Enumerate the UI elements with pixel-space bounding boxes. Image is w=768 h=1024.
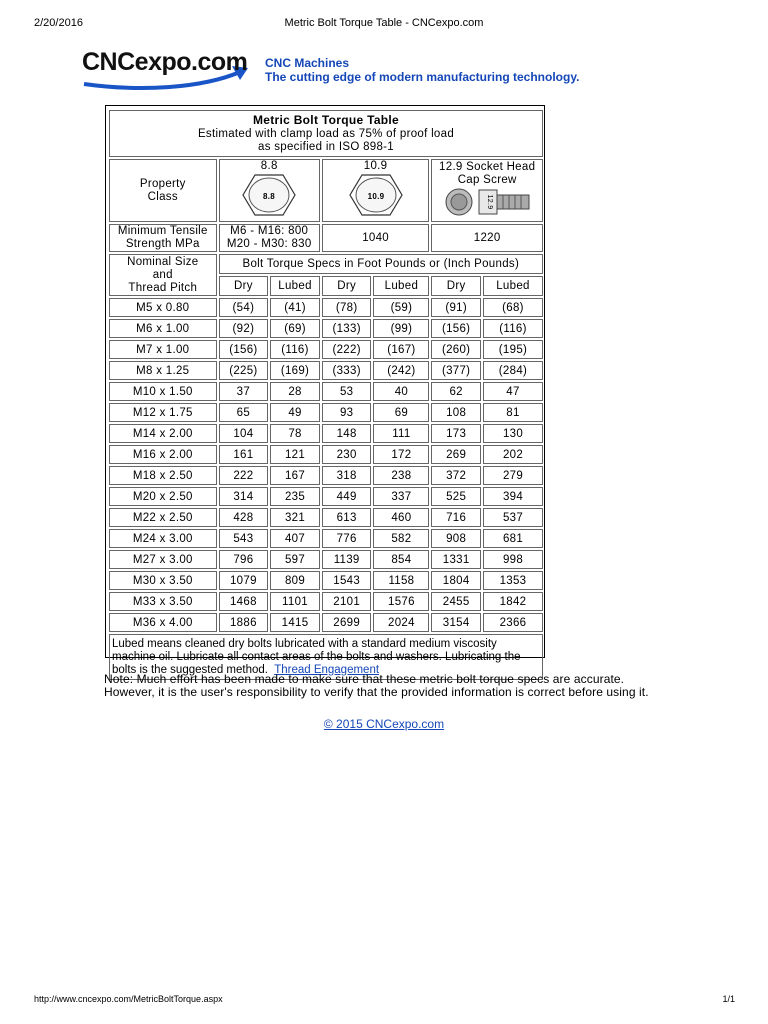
table-subtitle-1: Estimated with clamp load as 75% of proof load [197, 127, 455, 140]
torque-cell: 1576 [373, 592, 429, 611]
copyright-link[interactable]: © 2015 CNCexpo.com [323, 717, 445, 731]
column-header: Lubed [373, 276, 429, 296]
grade-8-8-label: 8.8 [260, 160, 278, 172]
torque-cell: (377) [431, 361, 481, 380]
torque-cell: 269 [431, 445, 481, 464]
thread-engagement-link[interactable]: Thread Engagement [274, 663, 380, 676]
table-row [109, 298, 543, 317]
torque-cell: (99) [373, 319, 429, 338]
print-title: Metric Bolt Torque Table - CNCexpo.com [284, 17, 484, 29]
size-cell: M8 x 1.25 [109, 361, 217, 380]
torque-cell: 161 [219, 445, 269, 464]
torque-cell: 2101 [322, 592, 372, 611]
min-tensile-10-9: 1040 [322, 224, 429, 252]
size-cell: M20 x 2.50 [109, 487, 217, 506]
torque-cell: 1353 [483, 571, 543, 590]
torque-cell: 93 [322, 403, 372, 422]
table-row [109, 340, 543, 359]
size-cell: M24 x 3.00 [109, 529, 217, 548]
torque-cell: 543 [219, 529, 269, 548]
size-cell: M16 x 2.00 [109, 445, 217, 464]
torque-cell: 1158 [373, 571, 429, 590]
table-row [109, 466, 543, 485]
torque-cell: (284) [483, 361, 543, 380]
print-url: http://www.cncexpo.com/MetricBoltTorque.aspx [34, 994, 223, 1004]
size-cell: M36 x 4.00 [109, 613, 217, 632]
torque-cell: 407 [270, 529, 320, 548]
min-tensile-8-8: M6 - M16: 800 M20 - M30: 830 [219, 224, 320, 252]
torque-cell: 172 [373, 445, 429, 464]
torque-cell: (195) [483, 340, 543, 359]
torque-cell: 1804 [431, 571, 481, 590]
column-header: Dry [431, 276, 481, 296]
torque-cell: 167 [270, 466, 320, 485]
torque-cell: 202 [483, 445, 543, 464]
table-row [109, 529, 543, 548]
size-cell: M5 x 0.80 [109, 298, 217, 317]
torque-cell: 37 [219, 382, 269, 401]
size-cell: M30 x 3.50 [109, 571, 217, 590]
torque-cell: 337 [373, 487, 429, 506]
torque-cell: 809 [270, 571, 320, 590]
torque-cell: 230 [322, 445, 372, 464]
socket-head-cap-screw-icon [441, 187, 533, 217]
table-row [109, 508, 543, 527]
table-row [109, 424, 543, 443]
size-cell: M12 x 1.75 [109, 403, 217, 422]
torque-cell: 65 [219, 403, 269, 422]
torque-cell: (59) [373, 298, 429, 317]
torque-cell: 460 [373, 508, 429, 527]
torque-cell: 121 [270, 445, 320, 464]
torque-cell: 1468 [219, 592, 269, 611]
torque-cell: 908 [431, 529, 481, 548]
torque-cell: 111 [373, 424, 429, 443]
torque-cell: (91) [431, 298, 481, 317]
torque-cell: 1415 [270, 613, 320, 632]
torque-table [107, 108, 545, 682]
size-cell: M7 x 1.00 [109, 340, 217, 359]
torque-cell: 998 [483, 550, 543, 569]
torque-cell: 597 [270, 550, 320, 569]
table-row [109, 487, 543, 506]
torque-cell: 173 [431, 424, 481, 443]
table-row [109, 445, 543, 464]
torque-cell: 49 [270, 403, 320, 422]
table-subtitle-2: as specified in ISO 898-1 [258, 140, 394, 153]
column-header: Lubed [270, 276, 320, 296]
disclaimer-line-2: However, it is the user's responsibility to verify that the provided information is correct before using it. [104, 685, 649, 699]
grade-12-9-sublabel: Cap Screw [457, 174, 517, 186]
torque-cell: (69) [270, 319, 320, 338]
table-row [109, 613, 543, 632]
torque-cell: 148 [322, 424, 372, 443]
torque-cell: 372 [431, 466, 481, 485]
torque-cell: 28 [270, 382, 320, 401]
torque-cell: (333) [322, 361, 372, 380]
torque-cell: (260) [431, 340, 481, 359]
size-cell: M6 x 1.00 [109, 319, 217, 338]
torque-cell: 1139 [322, 550, 372, 569]
column-header: Lubed [483, 276, 543, 296]
tagline-title: CNC Machines [265, 56, 350, 70]
torque-cell: 2699 [322, 613, 372, 632]
torque-cell: 104 [219, 424, 269, 443]
size-cell: M33 x 3.50 [109, 592, 217, 611]
torque-cell: 235 [270, 487, 320, 506]
disclaimer [104, 673, 649, 699]
torque-cell: 1079 [219, 571, 269, 590]
torque-cell: 449 [322, 487, 372, 506]
grade-12-9-label: 12.9 Socket Head [439, 161, 536, 173]
torque-cell: 537 [483, 508, 543, 527]
min-tensile-label: Minimum Tensile Strength MPa [109, 224, 217, 252]
torque-cell: 1886 [219, 613, 269, 632]
spec-header: Bolt Torque Specs in Foot Pounds or (Inch Pounds) [219, 254, 543, 274]
torque-cell: 3154 [431, 613, 481, 632]
torque-cell: 238 [373, 466, 429, 485]
torque-cell: (68) [483, 298, 543, 317]
tagline-subtitle: The cutting edge of modern manufacturing technology. [265, 70, 580, 84]
torque-cell: (222) [322, 340, 372, 359]
torque-cell: 613 [322, 508, 372, 527]
torque-cell: 2366 [483, 613, 543, 632]
table-row [109, 403, 543, 422]
grade-10-9-label: 10.9 [363, 160, 388, 172]
hex-bolt-head-icon [241, 172, 297, 218]
torque-cell: 108 [431, 403, 481, 422]
print-date: 2/20/2016 [34, 17, 83, 29]
torque-cell: 321 [270, 508, 320, 527]
torque-cell: 394 [483, 487, 543, 506]
torque-table-frame [105, 105, 545, 676]
torque-cell: 130 [483, 424, 543, 443]
torque-cell: (156) [431, 319, 481, 338]
table-row [109, 550, 543, 569]
torque-cell: (167) [373, 340, 429, 359]
lubed-note: Lubed means cleaned dry bolts lubricated with a standard medium viscosity machine oil. Lubricate all contact areas of the bolts and washers. Lubricating the bolts is the suggested method. [112, 637, 521, 676]
torque-cell: (242) [373, 361, 429, 380]
torque-cell: 62 [431, 382, 481, 401]
property-class-label: Property Class [109, 159, 217, 222]
torque-cell: 1543 [322, 571, 372, 590]
torque-cell: (41) [270, 298, 320, 317]
torque-data-body [109, 298, 543, 632]
logo-text: CNCexpo.com [82, 48, 248, 76]
torque-cell: (133) [322, 319, 372, 338]
print-page-number: 1/1 [722, 994, 735, 1004]
disclaimer-line-1: Note: Much effort has been made to make sure that these metric bolt torque specs are accurate. [104, 672, 625, 686]
torque-cell: (116) [270, 340, 320, 359]
torque-cell: (116) [483, 319, 543, 338]
table-row [109, 319, 543, 338]
table-row [109, 571, 543, 590]
torque-cell: 428 [219, 508, 269, 527]
tagline [265, 56, 579, 84]
column-header: Dry [219, 276, 269, 296]
torque-cell: 314 [219, 487, 269, 506]
grade-8-8-cell [219, 159, 320, 222]
torque-cell: 2024 [373, 613, 429, 632]
torque-cell: (225) [219, 361, 269, 380]
torque-cell: 525 [431, 487, 481, 506]
min-tensile-12-9: 1220 [431, 224, 543, 252]
torque-cell: 681 [483, 529, 543, 548]
torque-cell: 78 [270, 424, 320, 443]
size-cell: M14 x 2.00 [109, 424, 217, 443]
size-cell: M10 x 1.50 [109, 382, 217, 401]
table-row [109, 361, 543, 380]
size-cell: M18 x 2.50 [109, 466, 217, 485]
torque-cell: 279 [483, 466, 543, 485]
column-header: Dry [322, 276, 372, 296]
torque-cell: 716 [431, 508, 481, 527]
torque-cell: 1101 [270, 592, 320, 611]
torque-cell: 796 [219, 550, 269, 569]
torque-cell: (78) [322, 298, 372, 317]
table-title: Metric Bolt Torque Table [252, 112, 400, 127]
grade-12-9-cell [431, 159, 543, 222]
torque-cell: (54) [219, 298, 269, 317]
torque-cell: 1842 [483, 592, 543, 611]
table-title-cell [109, 110, 543, 157]
size-cell: M22 x 2.50 [109, 508, 217, 527]
table-row [109, 592, 543, 611]
size-cell: M27 x 3.00 [109, 550, 217, 569]
torque-cell: 69 [373, 403, 429, 422]
torque-cell: 776 [322, 529, 372, 548]
torque-cell: 2455 [431, 592, 481, 611]
torque-cell: (169) [270, 361, 320, 380]
svg-text:10.9: 10.9 [367, 192, 384, 201]
torque-cell: 47 [483, 382, 543, 401]
hex-bolt-head-icon [348, 172, 404, 218]
table-row [109, 382, 543, 401]
torque-cell: 222 [219, 466, 269, 485]
torque-cell: (92) [219, 319, 269, 338]
torque-cell: 81 [483, 403, 543, 422]
torque-cell: 318 [322, 466, 372, 485]
torque-cell: 40 [373, 382, 429, 401]
torque-cell: 854 [373, 550, 429, 569]
copyright [0, 717, 768, 731]
nominal-size-label: Nominal Size and Thread Pitch [109, 254, 217, 296]
torque-cell: 53 [322, 382, 372, 401]
svg-text:12.9: 12.9 [486, 194, 494, 210]
cncexpo-logo[interactable] [82, 48, 252, 92]
torque-cell: (156) [219, 340, 269, 359]
torque-cell: 582 [373, 529, 429, 548]
torque-cell: 1331 [431, 550, 481, 569]
svg-text:8.8: 8.8 [263, 192, 276, 201]
grade-10-9-cell [322, 159, 429, 222]
